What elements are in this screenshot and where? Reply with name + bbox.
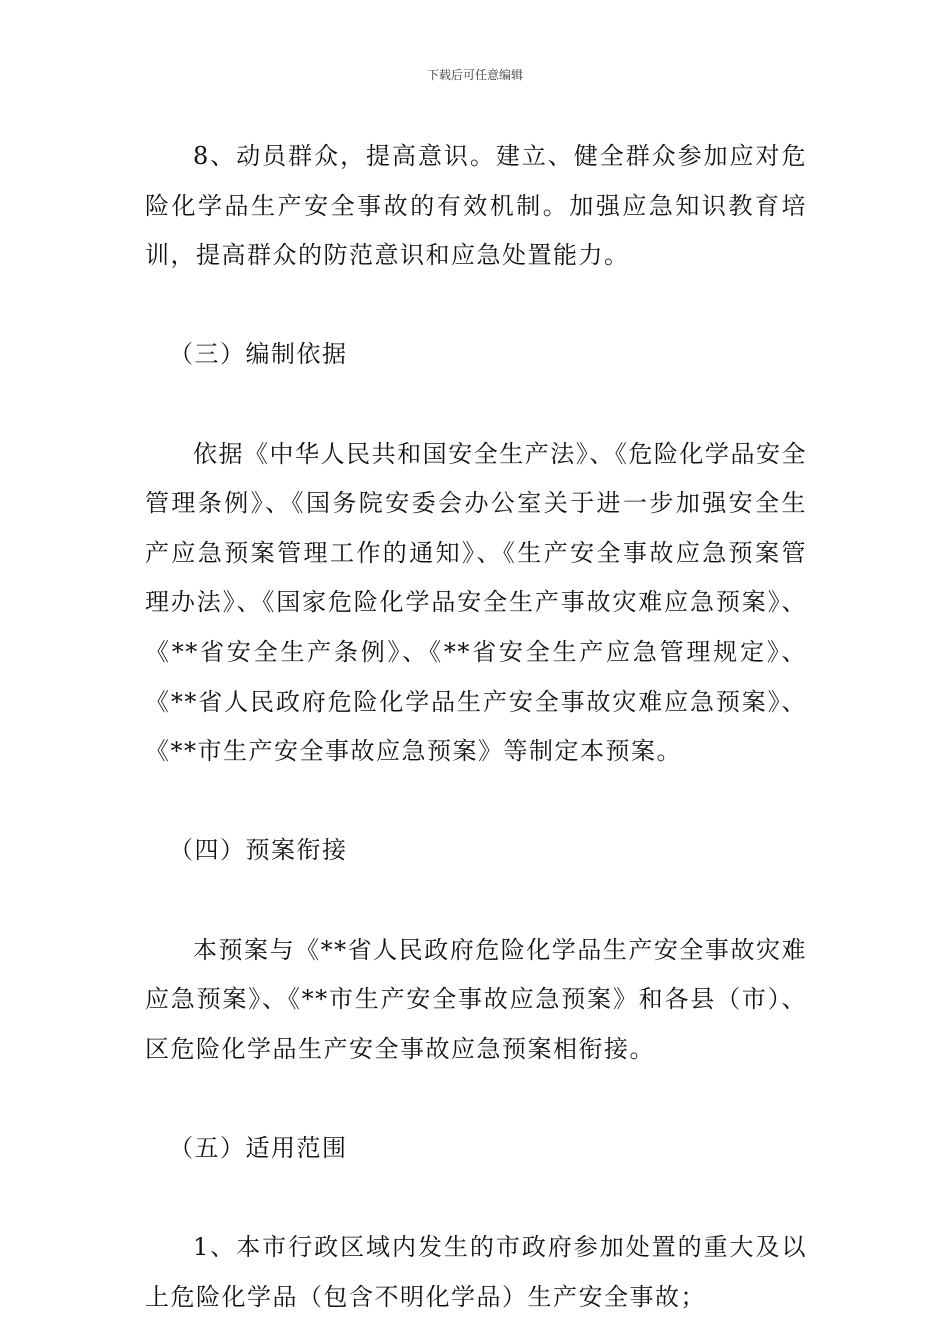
section-heading-scope: （五）适用范围 (169, 1133, 348, 1162)
paragraph-linkage: 本预案与《**省人民政府危险化学品生产安全事故灾难应急预案》、《**市生产安全事故应急预案》和各县（市）、区危险化学品生产安全事故应急预案相衔接。 (145, 935, 807, 1063)
section-heading-linkage: （四）预案衔接 (169, 836, 348, 865)
page-header: 下载后可任意编辑 (426, 68, 523, 82)
paragraph-basis: 依据《中华人民共和国安全生产法》、《危险化学品安全管理条例》、《国务院安委会办公室关于进一步加强安全生产应急预案管理工作的通知》、《生产安全事故应急预案管理办法》、《国家危险化学品安全生产事故灾难应急预案》、《**省安全生产条例》、《**省安全生产应急管理规定》、《**省人民政府危险化学品生产安全事故灾难应急预案》、《**市生产安全事故应急预案》等制定本预案。 (145, 439, 807, 766)
document-body (145, 132, 807, 1322)
paragraph-mobilize-public: 8、动员群众，提高意识。建立、健全群众参加应对危险化学品生产安全事故的有效机制。加强应急知识教育培训，提高群众的防范意识和应急处置能力。 (145, 142, 807, 270)
section-heading-basis: （三）编制依据 (169, 340, 348, 369)
paragraph-scope-item-1: 1、本市行政区域内发生的市政府参加处置的重大及以上危险化学品（包含不明化学品）生产安全事故； (145, 1233, 807, 1311)
